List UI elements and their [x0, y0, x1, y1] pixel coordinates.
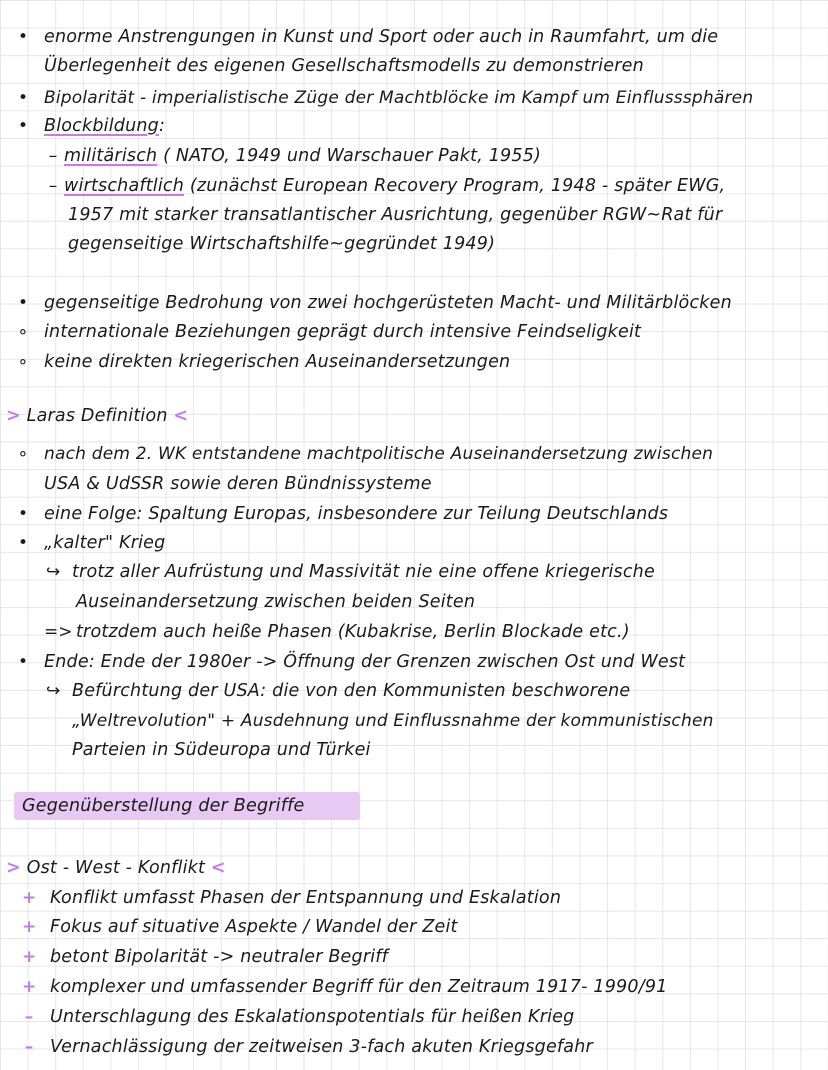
laras-heading: [6, 404, 188, 428]
wirtschaftlich-text: (zunächst European Recovery Program, 1948 - später EWG,: [189, 176, 726, 196]
comparison-heading: Gegenüberstellung der Begriffe: [22, 796, 305, 816]
bullet-icon: •: [17, 27, 29, 47]
bullet-icon: •: [17, 293, 29, 313]
chevron-left-icon: <: [210, 858, 226, 878]
laras-bullet-3: „kalter" Krieg: [44, 533, 166, 553]
intro-bullet-4: gegenseitige Bedrohung von zwei hochgerüsteten Macht- und Militärblöcken: [44, 293, 732, 313]
chevron-right-icon: >: [6, 406, 21, 426]
blockbildung-term: Blockbildung: [44, 116, 159, 136]
laras-sub-2: trotzdem auch heiße Phasen (Kubakrise, Berlin Blockade etc.): [76, 622, 630, 642]
intro-bullet-3: [44, 114, 165, 138]
pro-point-4: komplexer und umfassender Begriff für den Zeitraum 1917- 1990/91: [50, 977, 668, 997]
return-arrow-icon: ↪: [46, 681, 61, 701]
wirtschaftlich-line-2: 1957 mit starker transatlantischer Ausrichtung, gegenüber RGW~Rat für: [68, 205, 723, 225]
bullet-icon: •: [17, 504, 29, 524]
laras-bullet-1-line-1: nach dem 2. WK entstandene machtpolitische Auseinandersetzung zwischen: [44, 444, 714, 464]
wirtschaftlich-line-1: [64, 174, 725, 198]
pro-point-2: Fokus auf situative Aspekte / Wandel der Zeit: [50, 917, 458, 937]
laras-sub-3-line-3: Parteien in Südeuropa und Türkei: [72, 740, 371, 760]
plus-icon: +: [22, 888, 37, 908]
intro-bullet-6: keine direkten kriegerischen Auseinandersetzungen: [44, 352, 511, 372]
laras-sub-3-line-1: Befürchtung der USA: die von den Kommunisten beschworene: [72, 681, 631, 701]
laras-sub-3-line-2: „Weltrevolution" + Ausdehnung und Einflussnahme der kommunistischen: [72, 711, 714, 731]
bullet-icon: •: [17, 533, 29, 553]
ostwest-heading: [6, 856, 226, 880]
intro-bullet-1-line-1: enorme Anstrengungen in Kunst und Sport oder auch in Raumfahrt, um die: [44, 27, 719, 47]
return-arrow-icon: ↪: [46, 562, 61, 582]
plus-icon: +: [22, 917, 37, 937]
pro-point-3: betont Bipolarität -> neutraler Begriff: [50, 947, 389, 967]
bullet-icon: •: [17, 88, 29, 108]
laras-sub-1-line-2: Auseinandersetzung zwischen beiden Seiten: [76, 592, 476, 612]
militaerisch-term: militärisch: [64, 146, 158, 166]
intro-bullet-5: internationale Beziehungen geprägt durch intensive Feindseligkeit: [44, 322, 642, 342]
ring-bullet-icon: ∘: [17, 322, 29, 342]
dash-icon: –: [48, 146, 58, 166]
double-arrow-icon: =>: [44, 622, 73, 642]
dash-icon: –: [48, 176, 58, 196]
militaerisch-line: [64, 144, 541, 168]
colon: :: [158, 116, 166, 136]
militaerisch-text: ( NATO, 1949 und Warschauer Pakt, 1955): [163, 146, 542, 166]
ring-bullet-icon: ∘: [17, 352, 29, 372]
intro-bullet-2: Bipolarität - imperialistische Züge der Machtblöcke im Kampf um Einflusssphären: [44, 88, 754, 108]
plus-icon: +: [22, 977, 37, 997]
laras-heading-text: Laras Definition: [26, 406, 168, 426]
laras-bullet-4: Ende: Ende der 1980er -> Öffnung der Grenzen zwischen Ost und West: [44, 652, 686, 672]
bullet-icon: •: [17, 652, 29, 672]
bullet-icon: •: [17, 116, 29, 136]
laras-sub-1-line-1: trotz aller Aufrüstung und Massivität nie eine offene kriegerische: [72, 562, 655, 582]
wirtschaftlich-term: wirtschaftlich: [64, 176, 185, 196]
con-point-2: Vernachlässigung der zeitweisen 3-fach akuten Kriegsgefahr: [50, 1037, 593, 1057]
ring-bullet-icon: ∘: [17, 444, 29, 464]
minus-icon: –: [24, 1007, 34, 1027]
con-point-1: Unterschlagung des Eskalationspotentials für heißen Krieg: [50, 1007, 575, 1027]
minus-icon: –: [24, 1037, 34, 1057]
chevron-left-icon: <: [173, 406, 189, 426]
intro-bullet-1-line-2: Überlegenheit des eigenen Gesellschaftsmodells zu demonstrieren: [44, 56, 644, 76]
laras-bullet-1-line-2: USA & UdSSR sowie deren Bündnissysteme: [44, 474, 432, 494]
plus-icon: +: [22, 947, 37, 967]
chevron-right-icon: >: [6, 858, 21, 878]
wirtschaftlich-line-3: gegenseitige Wirtschaftshilfe~gegründet 1949): [68, 234, 496, 254]
pro-point-1: Konflikt umfasst Phasen der Entspannung und Eskalation: [50, 888, 562, 908]
laras-bullet-2: eine Folge: Spaltung Europas, insbesondere zur Teilung Deutschlands: [44, 504, 669, 524]
ostwest-heading-text: Ost - West - Konflikt: [26, 858, 206, 878]
